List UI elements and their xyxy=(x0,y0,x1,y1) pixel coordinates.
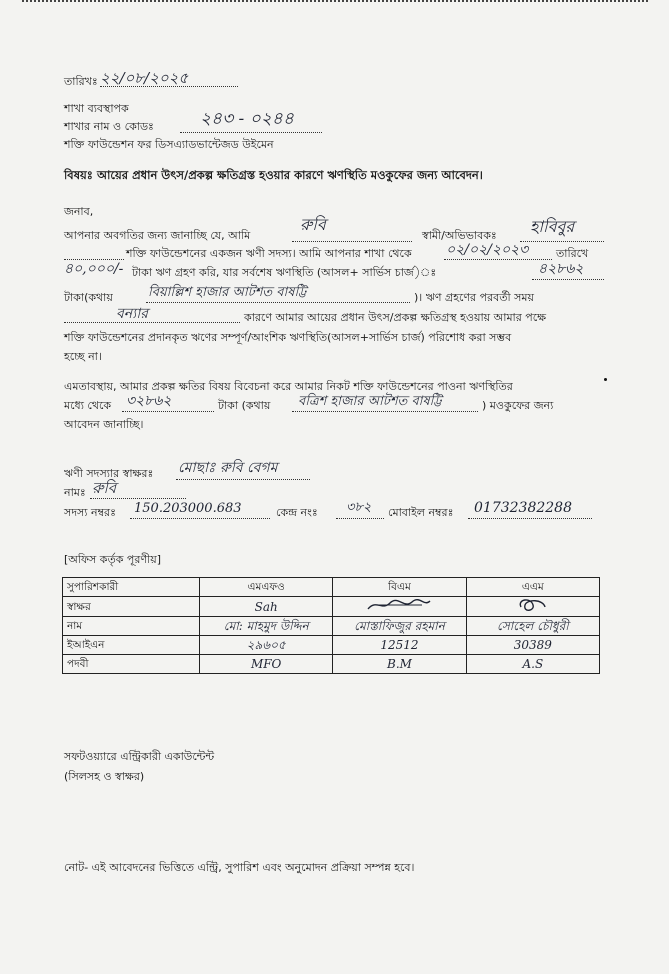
guardian-hw: হাবিবুর xyxy=(530,217,575,236)
mfo-name: মো: মাহমুদ উদ্দিন xyxy=(200,617,333,636)
member-no-value: 150.203000.683 xyxy=(134,501,242,516)
am-designation: A.S xyxy=(466,655,599,674)
bm-designation: B.M xyxy=(333,655,466,674)
para2-text-1: এমতাবস্থায়, আমার প্রকল্প ক্ষতির বিষয় বিবেচনা করে আমার নিকট শক্তি ফাউন্ডেশনের পাওনা ঋণস্থিতির xyxy=(64,380,513,393)
footer-note: নোট- এই আবেদনের ভিত্তিতে এন্ট্রি, সুপারিশ এবং অনুমোদন প্রক্রিয়া সম্পন্ন হবে। xyxy=(64,861,415,874)
branch-dotted-line xyxy=(180,132,322,133)
office-table xyxy=(62,577,600,674)
table-row xyxy=(63,636,600,655)
waive-amount-dotted-line xyxy=(122,411,214,412)
header-cell: এমএফও xyxy=(200,578,333,597)
waive-words-dotted-line xyxy=(292,411,478,412)
para1-text-8: কারণে আমার আয়ের প্রধান উৎস/প্রকল্প ক্ষতিগ্রস্থ হওয়ায় আমার পক্ষে xyxy=(244,311,547,324)
member-name-dotted-line xyxy=(90,498,186,499)
center-no-dotted-line xyxy=(336,518,384,519)
branch-value: ২৪৩ - ০২৪৪ xyxy=(200,109,294,129)
para1-text-4: তারিখে xyxy=(556,247,589,260)
para1-text-3: শক্তি ফাউন্ডেশনের একজন ঋণী সদস্য। আমি আপনার শাখা থেকে xyxy=(126,247,412,260)
mobile-value: 01732382288 xyxy=(474,500,572,516)
reason-dotted-line xyxy=(64,322,240,323)
center-no-label: কেন্দ্র নংঃ xyxy=(276,506,318,519)
para2-text-2: মধ্যে থেকে xyxy=(64,399,112,412)
bm-signature xyxy=(333,597,466,617)
leading-dotted-line xyxy=(64,259,124,260)
header-cell: বিএম xyxy=(333,578,466,597)
row-label: পদবী xyxy=(63,655,200,674)
table-row xyxy=(63,617,600,636)
balance-words-dotted-line xyxy=(146,302,410,303)
header-cell: এএম xyxy=(466,578,599,597)
para2-text-3: টাকা (কথায় xyxy=(218,399,271,412)
header-cell: সুপারিশকারী xyxy=(63,578,200,597)
bm-signature-scribble xyxy=(364,597,434,613)
para1-text-9: শক্তি ফাউন্ডেশনের প্রদানকৃত ঋণের সম্পূর্ণ/আংশিক ঋণস্থিতি(আসল+সার্ভিস চার্জ) পরিশোধ করা সম্ভব xyxy=(64,331,512,344)
para1-text-5: টাকা ঋণ গ্রহণ করি, যার সর্বশেষ ঋণস্থিতি (আসল+ সার্ভিস চার্জ)ঃ xyxy=(132,266,437,279)
subject-line: বিষয়ঃ আয়ের প্রধান উৎস/প্রকল্প ক্ষতিগ্রস্ত হওয়ার কারণে ঋণস্থিতি মওকুফের জন্য আবেদন। xyxy=(64,168,483,182)
am-name: সোহেল চৌধুরী xyxy=(466,617,599,636)
mobile-label: মোবাইল নম্বরঃ xyxy=(388,506,454,519)
member-name-value: রুবি xyxy=(92,479,117,497)
member-signature-label: ঋণী সদস্যার স্বাক্ষরঃ xyxy=(64,467,154,480)
mfo-ein: ২৯৬০৫ xyxy=(200,636,333,655)
member-name-hw: রুবি xyxy=(300,215,326,234)
seal-signature-label: (সিলসহ ও স্বাক্ষর) xyxy=(64,770,145,783)
am-signature xyxy=(466,597,599,617)
member-signature: মোছাঃ রুবি বেগম xyxy=(178,460,278,476)
member-no-label: সদস্য নম্বরঃ xyxy=(64,506,116,519)
mfo-designation: MFO xyxy=(200,655,333,674)
loan-date-dotted-line xyxy=(444,259,552,260)
para1-text-10: হচ্ছে না। xyxy=(64,350,102,363)
office-heading: [অফিস কর্তৃক পূরণীয়] xyxy=(64,553,161,566)
balance-hw: ৪২৮৬২ xyxy=(538,261,584,277)
center-no-value: ৩৮২ xyxy=(346,500,372,515)
row-label: নাম xyxy=(63,617,200,636)
balance-words-hw: বিয়াল্লিশ হাজার আটশত বাষট্টি xyxy=(148,285,307,300)
software-accountant-label: সফটওয়্যারে এন্ট্রিকারী একাউন্টেন্ট xyxy=(64,750,215,763)
mobile-dotted-line xyxy=(468,518,592,519)
ink-dot xyxy=(604,378,607,381)
bm-name: মোস্তাফিজুর রহমান xyxy=(333,617,466,636)
mfo-signature: Sah xyxy=(200,597,333,617)
waive-amount-hw: ৩২৮৬২ xyxy=(126,393,172,409)
organization-name: শক্তি ফাউন্ডেশন ফর ডিসএ্যাডভান্টেজড উইমেন xyxy=(64,138,274,151)
table-row xyxy=(63,655,600,674)
balance-dotted-line xyxy=(532,279,604,280)
date-label: তারিখঃ xyxy=(64,75,98,88)
row-label: স্বাক্ষর xyxy=(63,597,200,617)
para1-text-7: )। ঋণ গ্রহণের পরবর্তী সময় xyxy=(414,291,534,304)
date-value: ২২/০৮/২০২৫ xyxy=(100,69,189,87)
table-row xyxy=(63,597,600,617)
para2-text-4: ) মওকুফের জন্য xyxy=(482,399,554,412)
para2-text-5: আবেদন জানাচ্ছি। xyxy=(64,418,144,431)
date-dotted-line xyxy=(100,86,238,87)
member-no-dotted-line xyxy=(130,518,270,519)
para1-text-6: টাকা(কথায় xyxy=(64,291,113,304)
am-signature-scribble xyxy=(513,597,553,613)
waive-words-hw: বত্রিশ হাজার আটশত বাষট্টি xyxy=(298,394,442,409)
row-label: ইআইএন xyxy=(63,636,200,655)
loan-amount-hw: ৪০,০০০/- xyxy=(64,261,124,277)
bm-ein: 12512 xyxy=(333,636,466,655)
am-ein: 30389 xyxy=(466,636,599,655)
guardian-dotted-line xyxy=(520,241,604,242)
para1-text-1: আপনার অবগতির জন্য জানাচ্ছি যে, আমি xyxy=(64,229,251,242)
reason-hw: বন্যার xyxy=(116,306,148,322)
salutation: জনাব, xyxy=(64,205,94,218)
para1-text-2: স্বামী/অভিভাবকঃ xyxy=(422,229,497,242)
top-edge-border xyxy=(22,0,648,2)
branch-label: শাখার নাম ও কোডঃ xyxy=(64,120,154,133)
office-table-header xyxy=(63,578,600,597)
name-dotted-line xyxy=(292,241,412,242)
loan-date-hw: ০২/০২/২০২৩ xyxy=(446,242,529,258)
member-name-label: নামঃ xyxy=(64,486,86,499)
addressee-title: শাখা ব্যবস্থাপক xyxy=(64,102,129,115)
member-signature-dotted-line xyxy=(176,479,310,480)
